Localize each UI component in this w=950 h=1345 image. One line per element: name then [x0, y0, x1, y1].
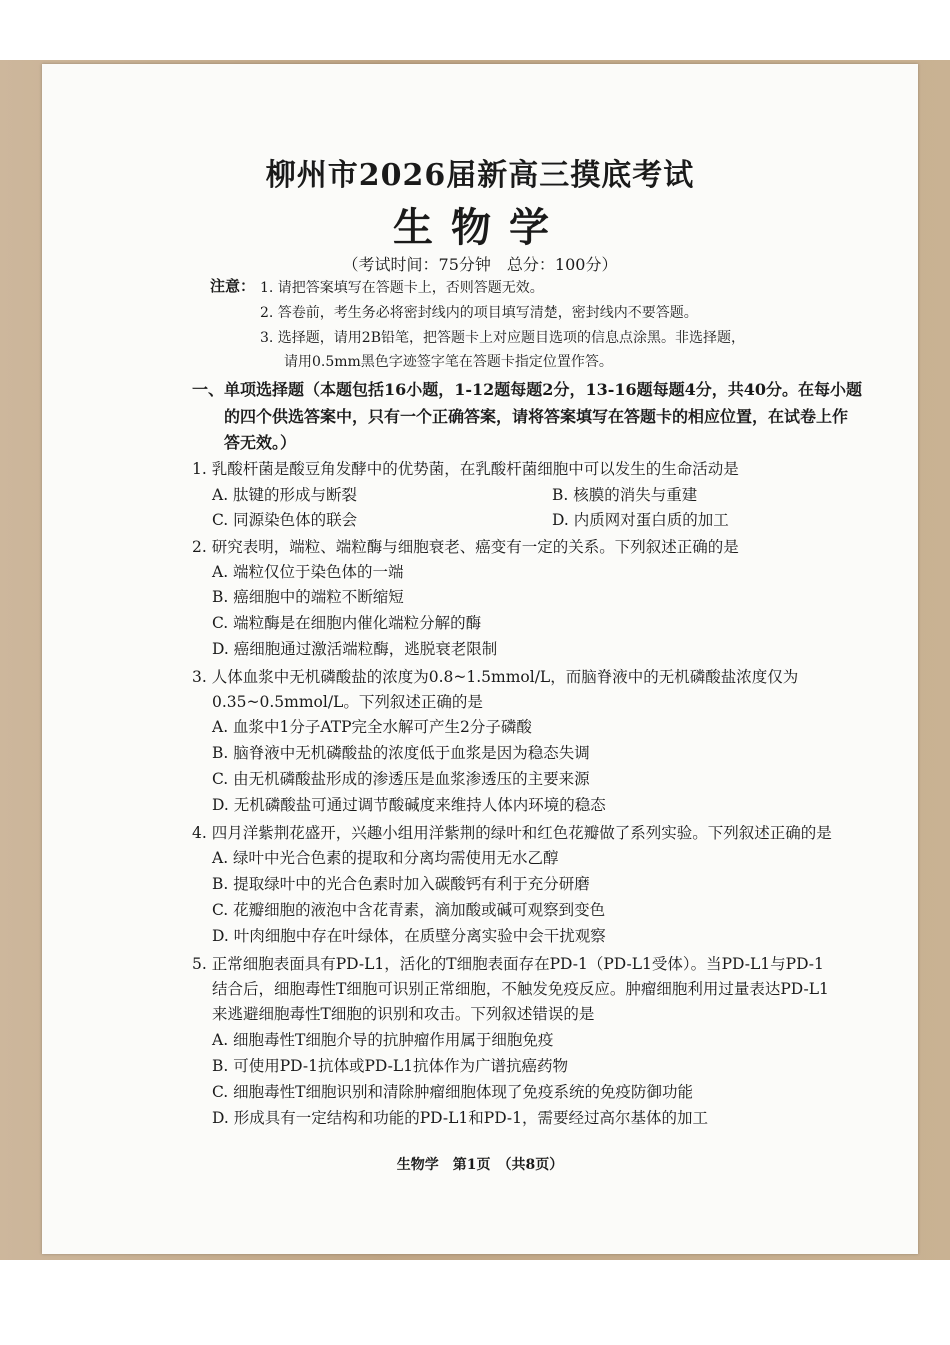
question-1-option-a: A. 肽键的形成与断裂: [212, 486, 358, 504]
question-1-option-c: C. 同源染色体的联会: [212, 511, 358, 529]
question-5-option-a: A. 细胞毒性T细胞介导的抗肿瘤作用属于细胞免疫: [212, 1031, 554, 1049]
section-heading-line-1: 一、单项选择题（本题包括16小题，1-12题每题2分，13-16题每题4分，共40分。在每小题: [192, 380, 863, 399]
notice-item-2: 2. 答卷前，考生务必将密封线内的项目填写清楚，密封线内不要答题。: [260, 305, 698, 321]
question-2-option-d: D. 癌细胞通过激活端粒酶，逃脱衰老限制: [212, 640, 498, 658]
question-4-option-c: C. 花瓣细胞的液泡中含花青素，滴加酸或碱可观察到变色: [212, 901, 606, 919]
question-5-stem-line-1: 5. 正常细胞表面具有PD-L1，活化的T细胞表面存在PD-1（PD-L1受体）。当PD-L1与PD-1: [192, 955, 824, 973]
question-3-stem-line-2: 0.35~0.5mmol/L。下列叙述正确的是: [212, 693, 483, 711]
subject-title: 生物学: [393, 204, 567, 251]
exam-paper: [42, 64, 918, 1254]
page-footer: 生物学 第1页 （共8页）: [396, 1157, 564, 1173]
exam-title: 柳州市2026届新高三摸底考试: [265, 158, 695, 193]
question-2-option-c: C. 端粒酶是在细胞内催化端粒分解的酶: [212, 614, 482, 632]
question-5-option-c: C. 细胞毒性T细胞识别和清除肿瘤细胞体现了免疫系统的免疫防御功能: [212, 1083, 694, 1101]
question-3-option-a: A. 血浆中1分子ATP完全水解可产生2分子磷酸: [212, 718, 532, 736]
exam-time-score: （考试时间：75分钟 总分：100分）: [342, 255, 618, 274]
question-5-stem-line-3: 来逃避细胞毒性T细胞的识别和攻击。下列叙述错误的是: [212, 1005, 595, 1023]
question-1-option-b: B. 核膜的消失与重建: [552, 486, 698, 504]
notice-item-1: 1. 请把答案填写在答题卡上，否则答题无效。: [260, 280, 544, 296]
question-4-option-d: D. 叶肉细胞中存在叶绿体，在质壁分离实验中会干扰观察: [212, 927, 606, 945]
question-2-option-a: A. 端粒仅位于染色体的一端: [212, 563, 404, 581]
question-5-option-d: D. 形成具有一定结构和功能的PD-L1和PD-1，需要经过高尔基体的加工: [212, 1109, 709, 1127]
question-4-option-a: A. 绿叶中光合色素的提取和分离均需使用无水乙醇: [212, 849, 559, 867]
question-3-option-c: C. 由无机磷酸盐形成的渗透压是血浆渗透压的主要来源: [212, 770, 590, 788]
question-5-stem-line-2: 结合后，细胞毒性T细胞可识别正常细胞，不触发免疫反应。肿瘤细胞利用过量表达PD-L1: [212, 980, 829, 998]
section-heading-line-3: 答无效。）: [224, 433, 297, 452]
question-4-stem: 4. 四月洋紫荆花盛开，兴趣小组用洋紫荆的绿叶和红色花瓣做了系列实验。下列叙述正确的是: [192, 824, 832, 842]
question-2-stem: 2. 研究表明，端粒、端粒酶与细胞衰老、癌变有一定的关系。下列叙述正确的是: [192, 538, 739, 556]
notice-item-4: 请用0.5mm黑色字迹签字笔在答题卡指定位置作答。: [284, 354, 613, 370]
notice-item-3: 3. 选择题，请用2B铅笔，把答题卡上对应题目选项的信息点涂黑。非选择题，: [260, 330, 746, 346]
question-3-option-b: B. 脑脊液中无机磷酸盐的浓度低于血浆是因为稳态失调: [212, 744, 590, 762]
section-heading-line-2: 的四个供选答案中，只有一个正确答案，请将答案填写在答题卡的相应位置，在试卷上作: [224, 407, 849, 426]
question-2-option-b: B. 癌细胞中的端粒不断缩短: [212, 588, 404, 606]
question-3-stem-line-1: 3. 人体血浆中无机磷酸盐的浓度为0.8~1.5mmol/L，而脑脊液中的无机磷酸盐浓度仅为: [192, 668, 799, 686]
question-3-option-d: D. 无机磷酸盐可通过调节酸碱度来维持人体内环境的稳态: [212, 796, 606, 814]
question-5-option-b: B. 可使用PD-1抗体或PD-L1抗体作为广谱抗癌药物: [212, 1057, 569, 1075]
notice-label: 注意：: [210, 277, 256, 295]
question-1-option-d: D. 内质网对蛋白质的加工: [552, 511, 729, 529]
question-4-option-b: B. 提取绿叶中的光合色素时加入碳酸钙有利于充分研磨: [212, 875, 590, 893]
question-1-stem: 1. 乳酸杆菌是酸豆角发酵中的优势菌，在乳酸杆菌细胞中可以发生的生命活动是: [192, 460, 739, 478]
